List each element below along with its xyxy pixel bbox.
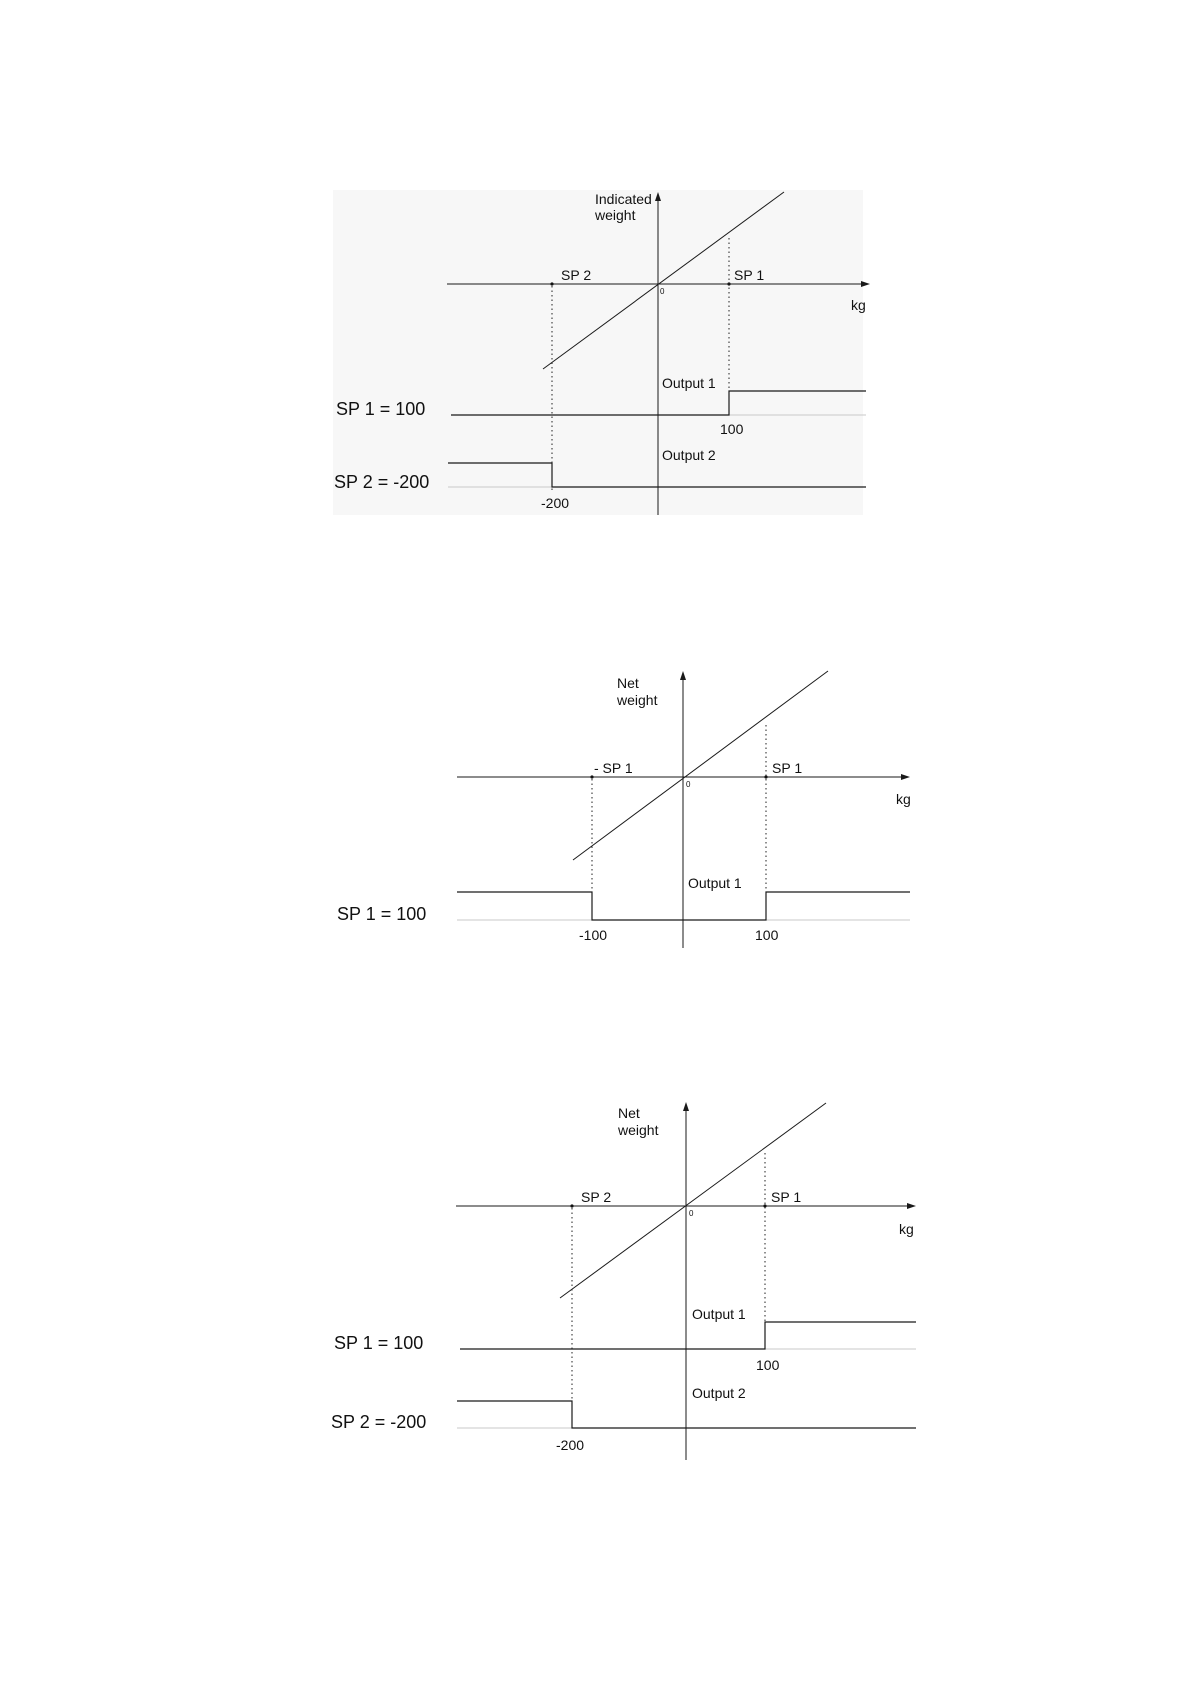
output1-label: Output 1	[688, 875, 742, 891]
sp2-marker	[570, 1204, 573, 1207]
row2-label: SP 2 = -200	[334, 472, 430, 492]
row2-label: SP 2 = -200	[331, 1412, 427, 1432]
origin-label: 0	[689, 1209, 694, 1218]
tick-sp2: -200	[556, 1437, 585, 1453]
y-axis-label-line1: Net	[617, 675, 639, 691]
tick-right: 100	[755, 927, 779, 943]
row1-label: SP 1 = 100	[336, 399, 426, 419]
output2-label: Output 2	[692, 1385, 746, 1401]
y-axis-label-line1: Indicated	[595, 191, 652, 207]
output2-label: Output 2	[662, 447, 716, 463]
marker-label-left: SP 2	[581, 1189, 612, 1205]
x-axis-unit: kg	[899, 1221, 914, 1237]
tick-sp2: -200	[541, 495, 570, 511]
output1-label: Output 1	[692, 1306, 746, 1322]
marker-label-left: SP 2	[561, 267, 592, 283]
y-axis-arrow	[683, 1102, 689, 1111]
tick-sp1: 100	[756, 1357, 780, 1373]
origin-label: 0	[660, 287, 665, 296]
y-axis-label-line2: weight	[618, 1122, 659, 1138]
marker-label-right: SP 1	[772, 760, 803, 776]
y-axis-label-line1: Net	[618, 1105, 640, 1121]
x-axis-unit: kg	[851, 297, 866, 313]
tick-sp1: 100	[720, 421, 744, 437]
y-axis-label-line2: weight	[595, 207, 636, 223]
marker-label-right: SP 1	[734, 267, 765, 283]
x-axis-unit: kg	[896, 791, 911, 807]
x-axis-arrow	[907, 1203, 916, 1209]
tick-left: -100	[579, 927, 608, 943]
marker-label-right: SP 1	[771, 1189, 802, 1205]
marker-label-left: - SP 1	[594, 760, 633, 776]
row1-label: SP 1 = 100	[337, 904, 427, 924]
y-axis-label-line2: weight	[617, 692, 658, 708]
origin-label: 0	[686, 780, 691, 789]
output1-signal	[460, 1322, 916, 1349]
output1-label: Output 1	[662, 375, 716, 391]
row1-label: SP 1 = 100	[334, 1333, 424, 1353]
